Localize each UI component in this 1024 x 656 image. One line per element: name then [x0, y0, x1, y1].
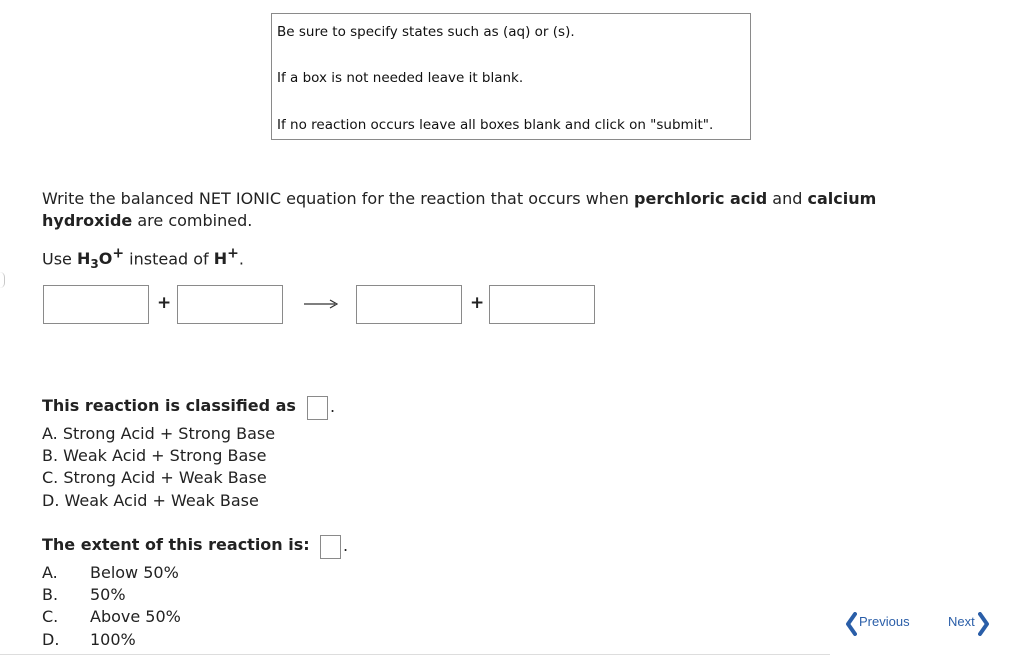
reaction-arrow-icon	[304, 298, 338, 310]
extent-option-d-text: 100%	[90, 630, 136, 649]
instructions-box	[271, 13, 751, 140]
previous-chevron-icon[interactable]	[845, 612, 857, 636]
instruction-line-1: Be sure to specify states such as (aq) or (s).	[277, 24, 575, 40]
classification-option-a: A. Strong Acid + Strong Base	[42, 424, 276, 443]
product-1-input[interactable]	[356, 285, 462, 324]
extent-prompt: The extent of this reaction is:	[42, 535, 310, 554]
hydronium-formula: $H_3O^+$	[76, 246, 125, 272]
extent-answer-input[interactable]	[320, 535, 341, 559]
proton-formula: H+	[213, 246, 239, 269]
product-plus-sign: +	[470, 293, 485, 313]
question-part-1: Write the balanced NET IONIC equation for the reaction that occurs when	[42, 189, 635, 208]
instruction-line-2: If a box is not needed leave it blank.	[277, 70, 524, 86]
hint-text	[42, 246, 244, 272]
classification-option-d: D. Weak Acid + Weak Base	[42, 491, 259, 510]
hint-prefix: Use	[42, 249, 77, 269]
classification-option-c: C. Strong Acid + Weak Base	[42, 468, 267, 487]
extent-option-c-text: Above 50%	[90, 607, 181, 626]
bottom-divider	[0, 654, 830, 655]
question-part-2: are combined.	[132, 211, 253, 230]
next-chevron-icon[interactable]	[978, 612, 990, 636]
extent-option-b-text: 50%	[90, 585, 126, 604]
next-button[interactable]: Next	[948, 614, 975, 629]
extent-option-d-letter: D.	[42, 630, 60, 649]
reactant-plus-sign: +	[157, 293, 172, 313]
question-base: calcium hydroxide	[42, 189, 877, 230]
instruction-line-3: If no reaction occurs leave all boxes blank and click on "submit".	[277, 117, 714, 133]
previous-button[interactable]: Previous	[859, 614, 910, 629]
classification-prompt: This reaction is classified as	[42, 396, 296, 415]
question-and: and	[767, 189, 808, 208]
question-acid: perchloric acid	[634, 189, 768, 208]
reactant-1-input[interactable]	[43, 285, 149, 324]
classification-answer-input[interactable]	[307, 396, 328, 420]
extent-option-a-text: Below 50%	[90, 563, 179, 582]
extent-option-a-letter: A.	[42, 563, 58, 582]
extent-option-c-letter: C.	[42, 607, 59, 626]
hint-suffix: .	[238, 249, 244, 269]
product-2-input[interactable]	[489, 285, 595, 324]
left-edge-tab	[0, 272, 5, 288]
classification-option-b: B. Weak Acid + Strong Base	[42, 446, 267, 465]
hint-middle: instead of	[124, 249, 214, 269]
classification-period: .	[330, 397, 336, 416]
reactant-2-input[interactable]	[177, 285, 283, 324]
question-text	[42, 188, 942, 232]
extent-option-b-letter: B.	[42, 585, 59, 604]
extent-period: .	[343, 536, 349, 555]
